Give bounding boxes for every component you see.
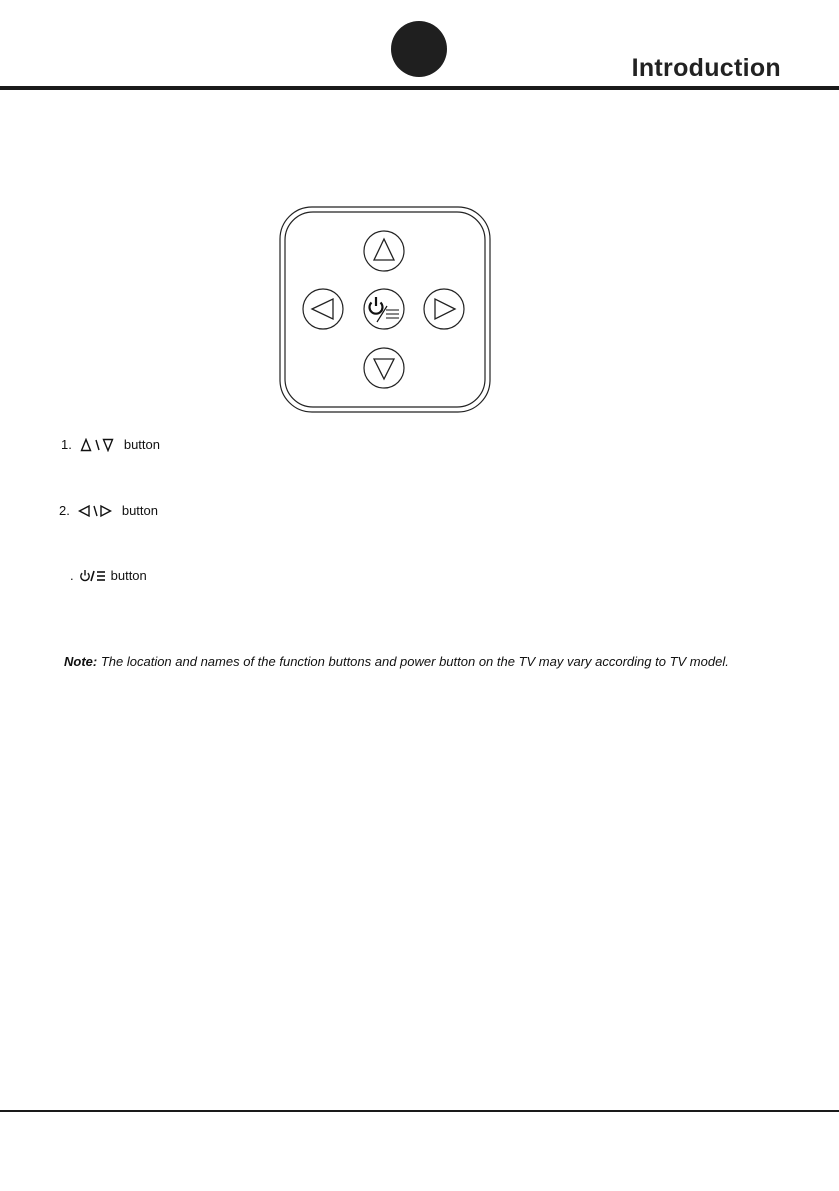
page-title: Introduction (631, 54, 781, 82)
list-item (59, 503, 158, 518)
item-label: button (123, 437, 160, 452)
left-right-arrows-icon (78, 504, 118, 518)
power-menu-button[interactable] (364, 289, 404, 329)
up-arrow-icon (374, 239, 394, 260)
note-text: The location and names of the function buttons and power button on the TV may vary according to TV model. (97, 654, 729, 669)
bottom-rule (0, 1110, 839, 1112)
note-label: Note (64, 654, 93, 669)
up-button[interactable] (364, 231, 404, 271)
down-arrow-icon (374, 359, 394, 379)
note-colon: : (92, 654, 98, 669)
top-rule (0, 86, 839, 90)
list-item (70, 568, 147, 583)
circle-badge (391, 21, 447, 77)
item-number: 2. (59, 503, 70, 518)
up-down-arrows-icon (80, 438, 120, 452)
power-menu-icon (80, 569, 108, 583)
item-number: 1. (61, 437, 72, 452)
list-item (61, 437, 160, 452)
item-label: button (110, 568, 147, 583)
control-panel-diagram (279, 206, 491, 413)
power-icon (370, 297, 383, 314)
menu-icon (386, 310, 399, 318)
left-arrow-icon (312, 299, 333, 319)
right-button[interactable] (424, 289, 464, 329)
note (64, 654, 729, 669)
down-button[interactable] (364, 348, 404, 388)
left-button[interactable] (303, 289, 343, 329)
item-number: . (70, 568, 74, 583)
right-arrow-icon (435, 299, 455, 319)
item-label: button (121, 503, 158, 518)
